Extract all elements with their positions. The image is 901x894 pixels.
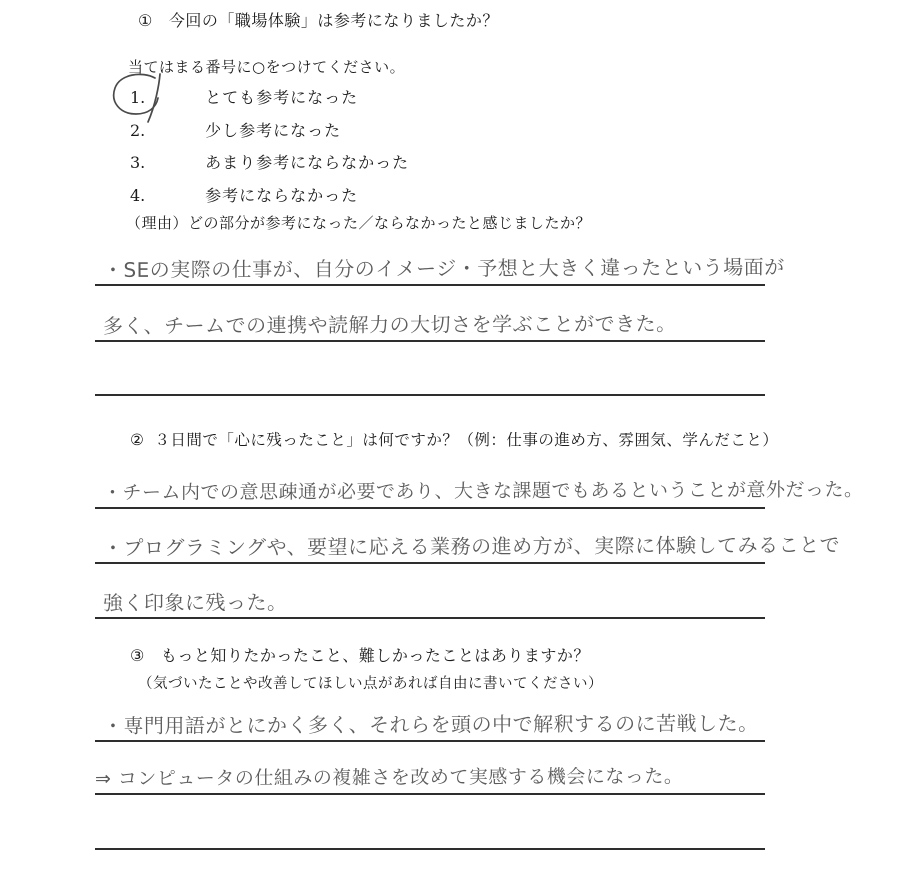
option-2-number: 2. xyxy=(130,121,146,140)
option-row-3 xyxy=(130,150,409,173)
option-row-1 xyxy=(130,85,358,108)
answer-line xyxy=(95,284,765,342)
question-2-number: ② xyxy=(130,431,145,449)
answer-line xyxy=(95,793,765,850)
option-1-number: 1. xyxy=(130,88,146,107)
option-3-number: 3. xyxy=(130,153,146,172)
option-4-number: 4. xyxy=(130,186,146,205)
option-3-label: あまり参考にならなかった xyxy=(205,153,410,172)
answer-line xyxy=(95,740,765,795)
question-1-title xyxy=(138,8,499,31)
option-row-4 xyxy=(130,183,358,206)
question-1-number: ① xyxy=(138,11,153,30)
question-3-number: ③ xyxy=(130,646,145,665)
handwritten-text: ・チーム内での意思疎通が必要であり、大きな課題でもあるということが意外だった。 xyxy=(102,478,864,504)
question-3-title xyxy=(130,643,590,666)
answer-line xyxy=(95,698,765,742)
option-2-label: 少し参考になった xyxy=(205,121,342,140)
option-row-2 xyxy=(130,118,341,141)
handwritten-text: ・プログラミングや、要望に応える業務の進め方が、実際に体験してみることで xyxy=(102,532,841,560)
answer-line xyxy=(95,562,765,619)
question-1-title-text: 今回の「職場体験」は参考になりましたか？ xyxy=(168,11,499,30)
answer-line xyxy=(95,340,765,396)
handwritten-text xyxy=(95,844,103,848)
option-4-label: 参考にならなかった xyxy=(205,186,359,205)
answer-line xyxy=(95,507,841,564)
option-1-label: とても参考になった xyxy=(205,88,359,107)
handwritten-text: ・専門用語がとにかく多く、それらを頭の中で解釈するのに苦戦した。 xyxy=(102,711,759,738)
answer-line xyxy=(95,243,785,286)
handwritten-text: ・SEの実際の仕事が、自分のイメージ・予想と大きく違ったという場面が xyxy=(102,254,785,282)
handwritten-text: 強く印象に残った。 xyxy=(102,590,288,615)
instruction-text: 当てはまる番号に○をつけてください。 xyxy=(128,58,406,76)
handwritten-text: ⇒ コンピュータの仕組みの複雑さを改めて実感する機会になった。 xyxy=(94,765,684,790)
answer-line xyxy=(95,455,864,509)
reason-prompt: （理由）どの部分が参考になった／ならなかったと感じましたか？ xyxy=(126,214,592,232)
question-2-title xyxy=(130,428,778,450)
handwritten-text: 多く、チームでの連携や読解力の大切さを学ぶことができた。 xyxy=(102,311,677,338)
handwritten-text xyxy=(95,390,103,394)
note-text: （気づいたことや改善してほしい点があれば自由に書いてください） xyxy=(138,676,603,692)
question-2-title-text: ３日間で「心に残ったこと」は何ですか？（例：仕事の進め方、雰囲気、学んだこと） xyxy=(154,431,779,449)
question-3-title-text: もっと知りたかったこと、難しかったことはありますか？ xyxy=(160,646,590,665)
